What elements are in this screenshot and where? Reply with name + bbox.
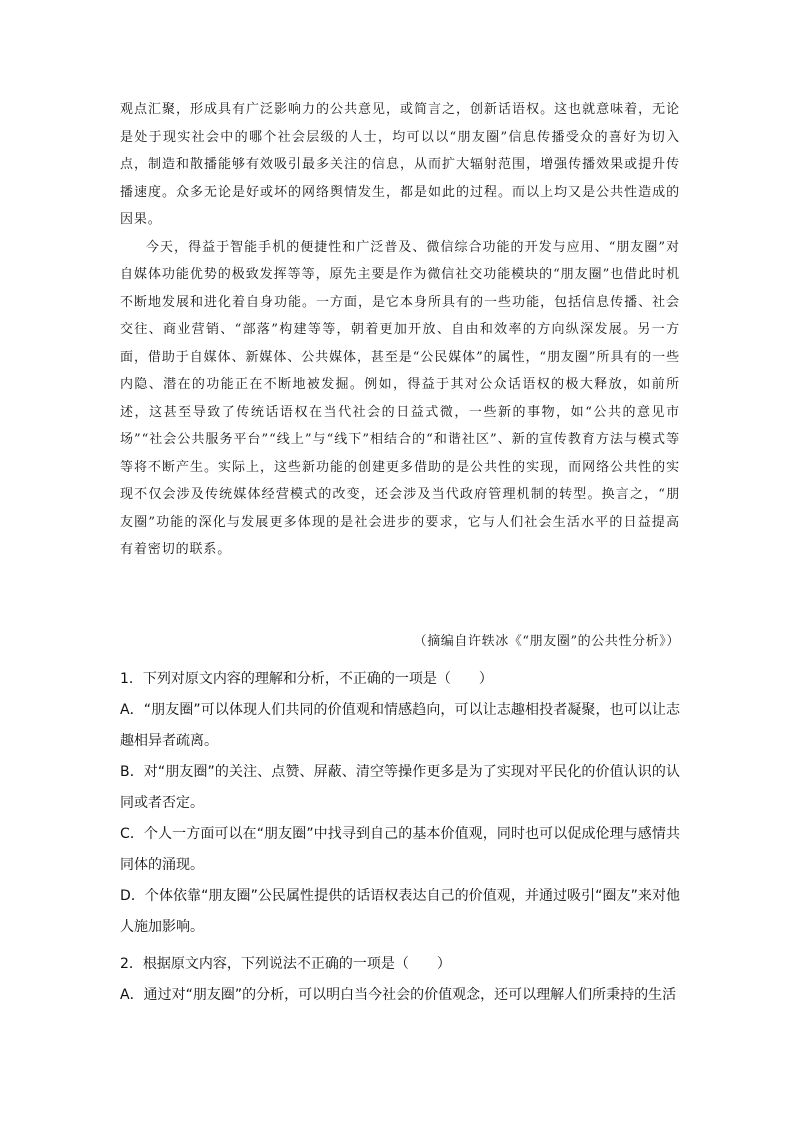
question-option: D．个体依靠“朋友圈”公民属性提供的话语权表达自己的价值观，并通过吸引“圈友”来对他人施加影响。 <box>120 888 680 935</box>
question-option: A．通过对“朋友圈”的分析，可以明白当今社会的价值观念，还可以理解人们所秉持的生活 <box>120 987 677 1003</box>
passage-source-citation: （摘编自许轶冰《“朋友圈”的公共性分析》） <box>413 634 680 649</box>
question-stem: 2．根据原文内容，下列说法不正确的一项是（ ） <box>120 956 451 972</box>
question-list <box>120 664 680 1011</box>
question-option: B．对“朋友圈”的关注、点赞、屏蔽、清空等操作更多是为了实现对平民化的价值认识的认同或者否定。 <box>120 764 680 811</box>
reading-passage <box>120 96 680 564</box>
question-option: A．“朋友圈”可以体现人们共同的价值观和情感趋向，可以让志趣相投者凝聚，也可以让志趣相异者疏离。 <box>120 702 680 749</box>
question-option: C．个人一方面可以在“朋友圈”中找寻到自己的基本价值观，同时也可以促成伦理与感情共同体的涌现。 <box>120 826 680 873</box>
question-stem: 1．下列对原文内容的理解和分析，不正确的一项是（ ） <box>120 671 493 687</box>
passage-paragraph: 今天，得益于智能手机的便捷性和广泛普及、微信综合功能的开发与应用、“朋友圈”对自媒体功能优势的极致发挥等等，原先主要是作为微信社交功能模块的“朋友圈”也借此时机不断地发展和进化着自身功能。一方面，是它本身所具有的一些功能，包括信息传播、社会交往、商业营销、“部落”构建等等，朝着更加开放、自由和效率的方向纵深发展。另一方面，借助于自媒体、新媒体、公共媒体，甚至是“公民媒体”的属性，“朋友圈”所具有的一些内隐、潜在的功能正在不断地被发掘。例如，得益于其对公众话语权的极大释放，如前所述，这甚至导致了传统话语权在当代社会的日益式微，一些新的事物，如“公共的意见市场”“社会公共服务平台”“线上”与“线下”相结合的“和谐社区”、新的宣传教育方法与模式等等将不断产生。实际上，这些新功能的创建更多借助的是公共性的实现，而网络公共性的实现不仅会涉及传统媒体经营模式的改变，还会涉及当代政府管理机制的转型。换言之，“朋友圈”功能的深化与发展更多体现的是社会进步的要求，它与人们社会生活水平的日益提高有着密切的联系。 <box>120 239 680 557</box>
passage-paragraph: 观点汇聚，形成具有广泛影响力的公共意见，或简言之，创新话语权。这也就意味着，无论是处于现实社会中的哪个社会层级的人士，均可以以“朋友圈”信息传播受众的喜好为切入点，制造和散播能够有效吸引最多关注的信息，从而扩大辐射范围，增强传播效果或提升传播速度。众多无论是好或坏的网络舆情发生，都是如此的过程。而以上均又是公共性造成的因果。 <box>120 102 680 227</box>
